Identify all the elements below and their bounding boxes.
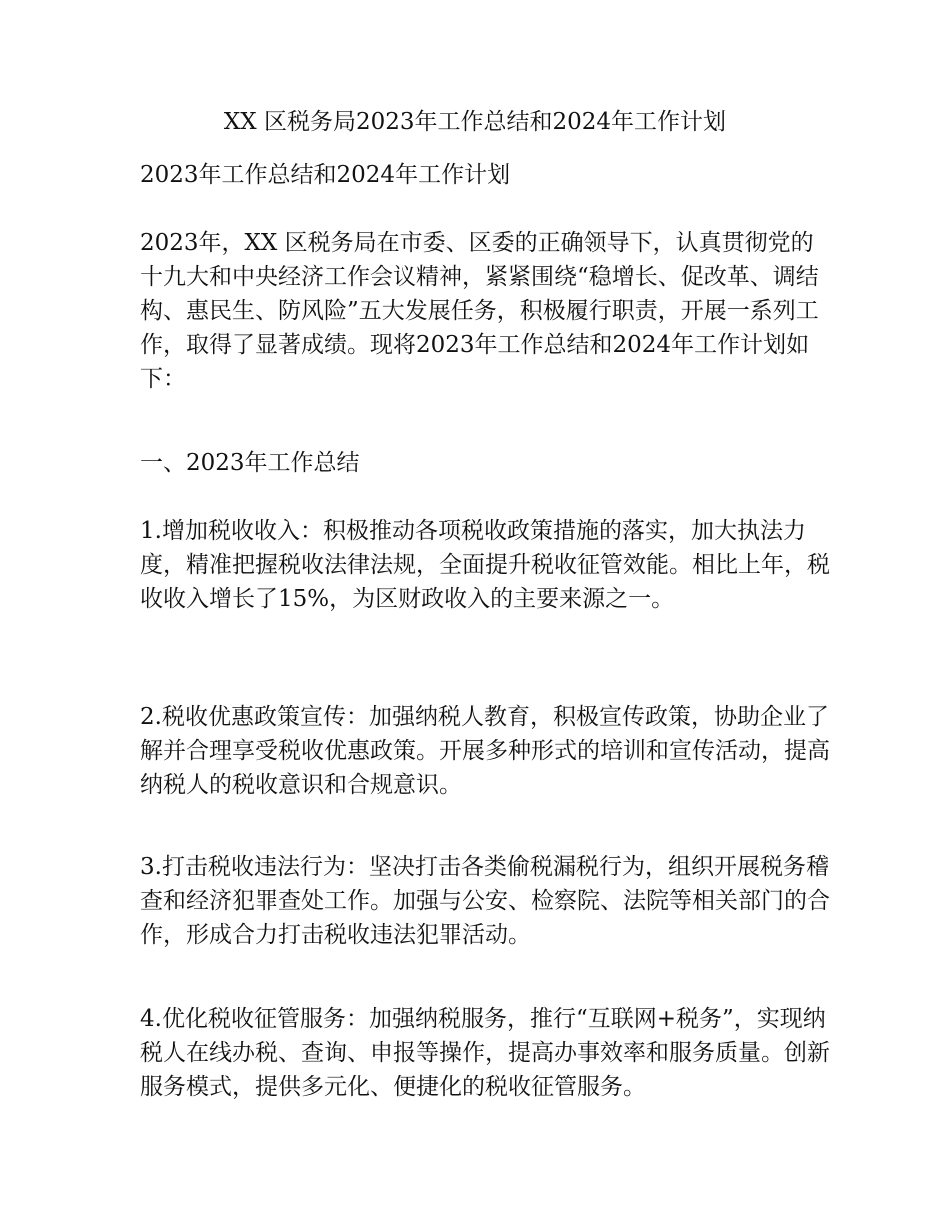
summary-item-1: 1.增加税收收入：积极推动各项税收政策措施的落实，加大执法力度，精准把握税收法律法规，全面提升税收征管效能。相比上年，税收收入增长了15%，为区财政收入的主要来源之一。 [140, 518, 830, 612]
document-subtitle: 2023年工作总结和2024年工作计划 [140, 162, 511, 188]
document-title: XX 区税务局2023年工作总结和2024年工作计划 [223, 109, 727, 135]
summary-item-4: 4.优化税收征管服务：加强纳税服务，推行“互联网+税务”，实现纳税人在线办税、查询、申报等操作，提高办事效率和服务质量。创新服务模式，提供多元化、便捷化的税收征管服务。 [140, 1006, 830, 1100]
intro-paragraph: 2023年，XX 区税务局在市委、区委的正确领导下，认真贯彻党的十九大和中央经济工作会议精神，紧紧围绕“稳增长、促改革、调结构、惠民生、防风险”五大发展任务，积极履行职责，开展一系列工作，取得了显著成绩。现将2023年工作总结和2024年工作计划如下： [140, 230, 819, 392]
summary-item-2: 2.税收优惠政策宣传：加强纳税人教育，积极宣传政策，协助企业了解并合理享受税收优惠政策。开展多种形式的培训和宣传活动，提高纳税人的税收意识和合规意识。 [140, 704, 830, 798]
section-heading: 一、2023年工作总结 [140, 450, 360, 476]
summary-item-3: 3.打击税收违法行为：坚决打击各类偷税漏税行为，组织开展税务稽查和经济犯罪查处工作。加强与公安、检察院、法院等相关部门的合作，形成合力打击税收违法犯罪活动。 [140, 854, 830, 948]
